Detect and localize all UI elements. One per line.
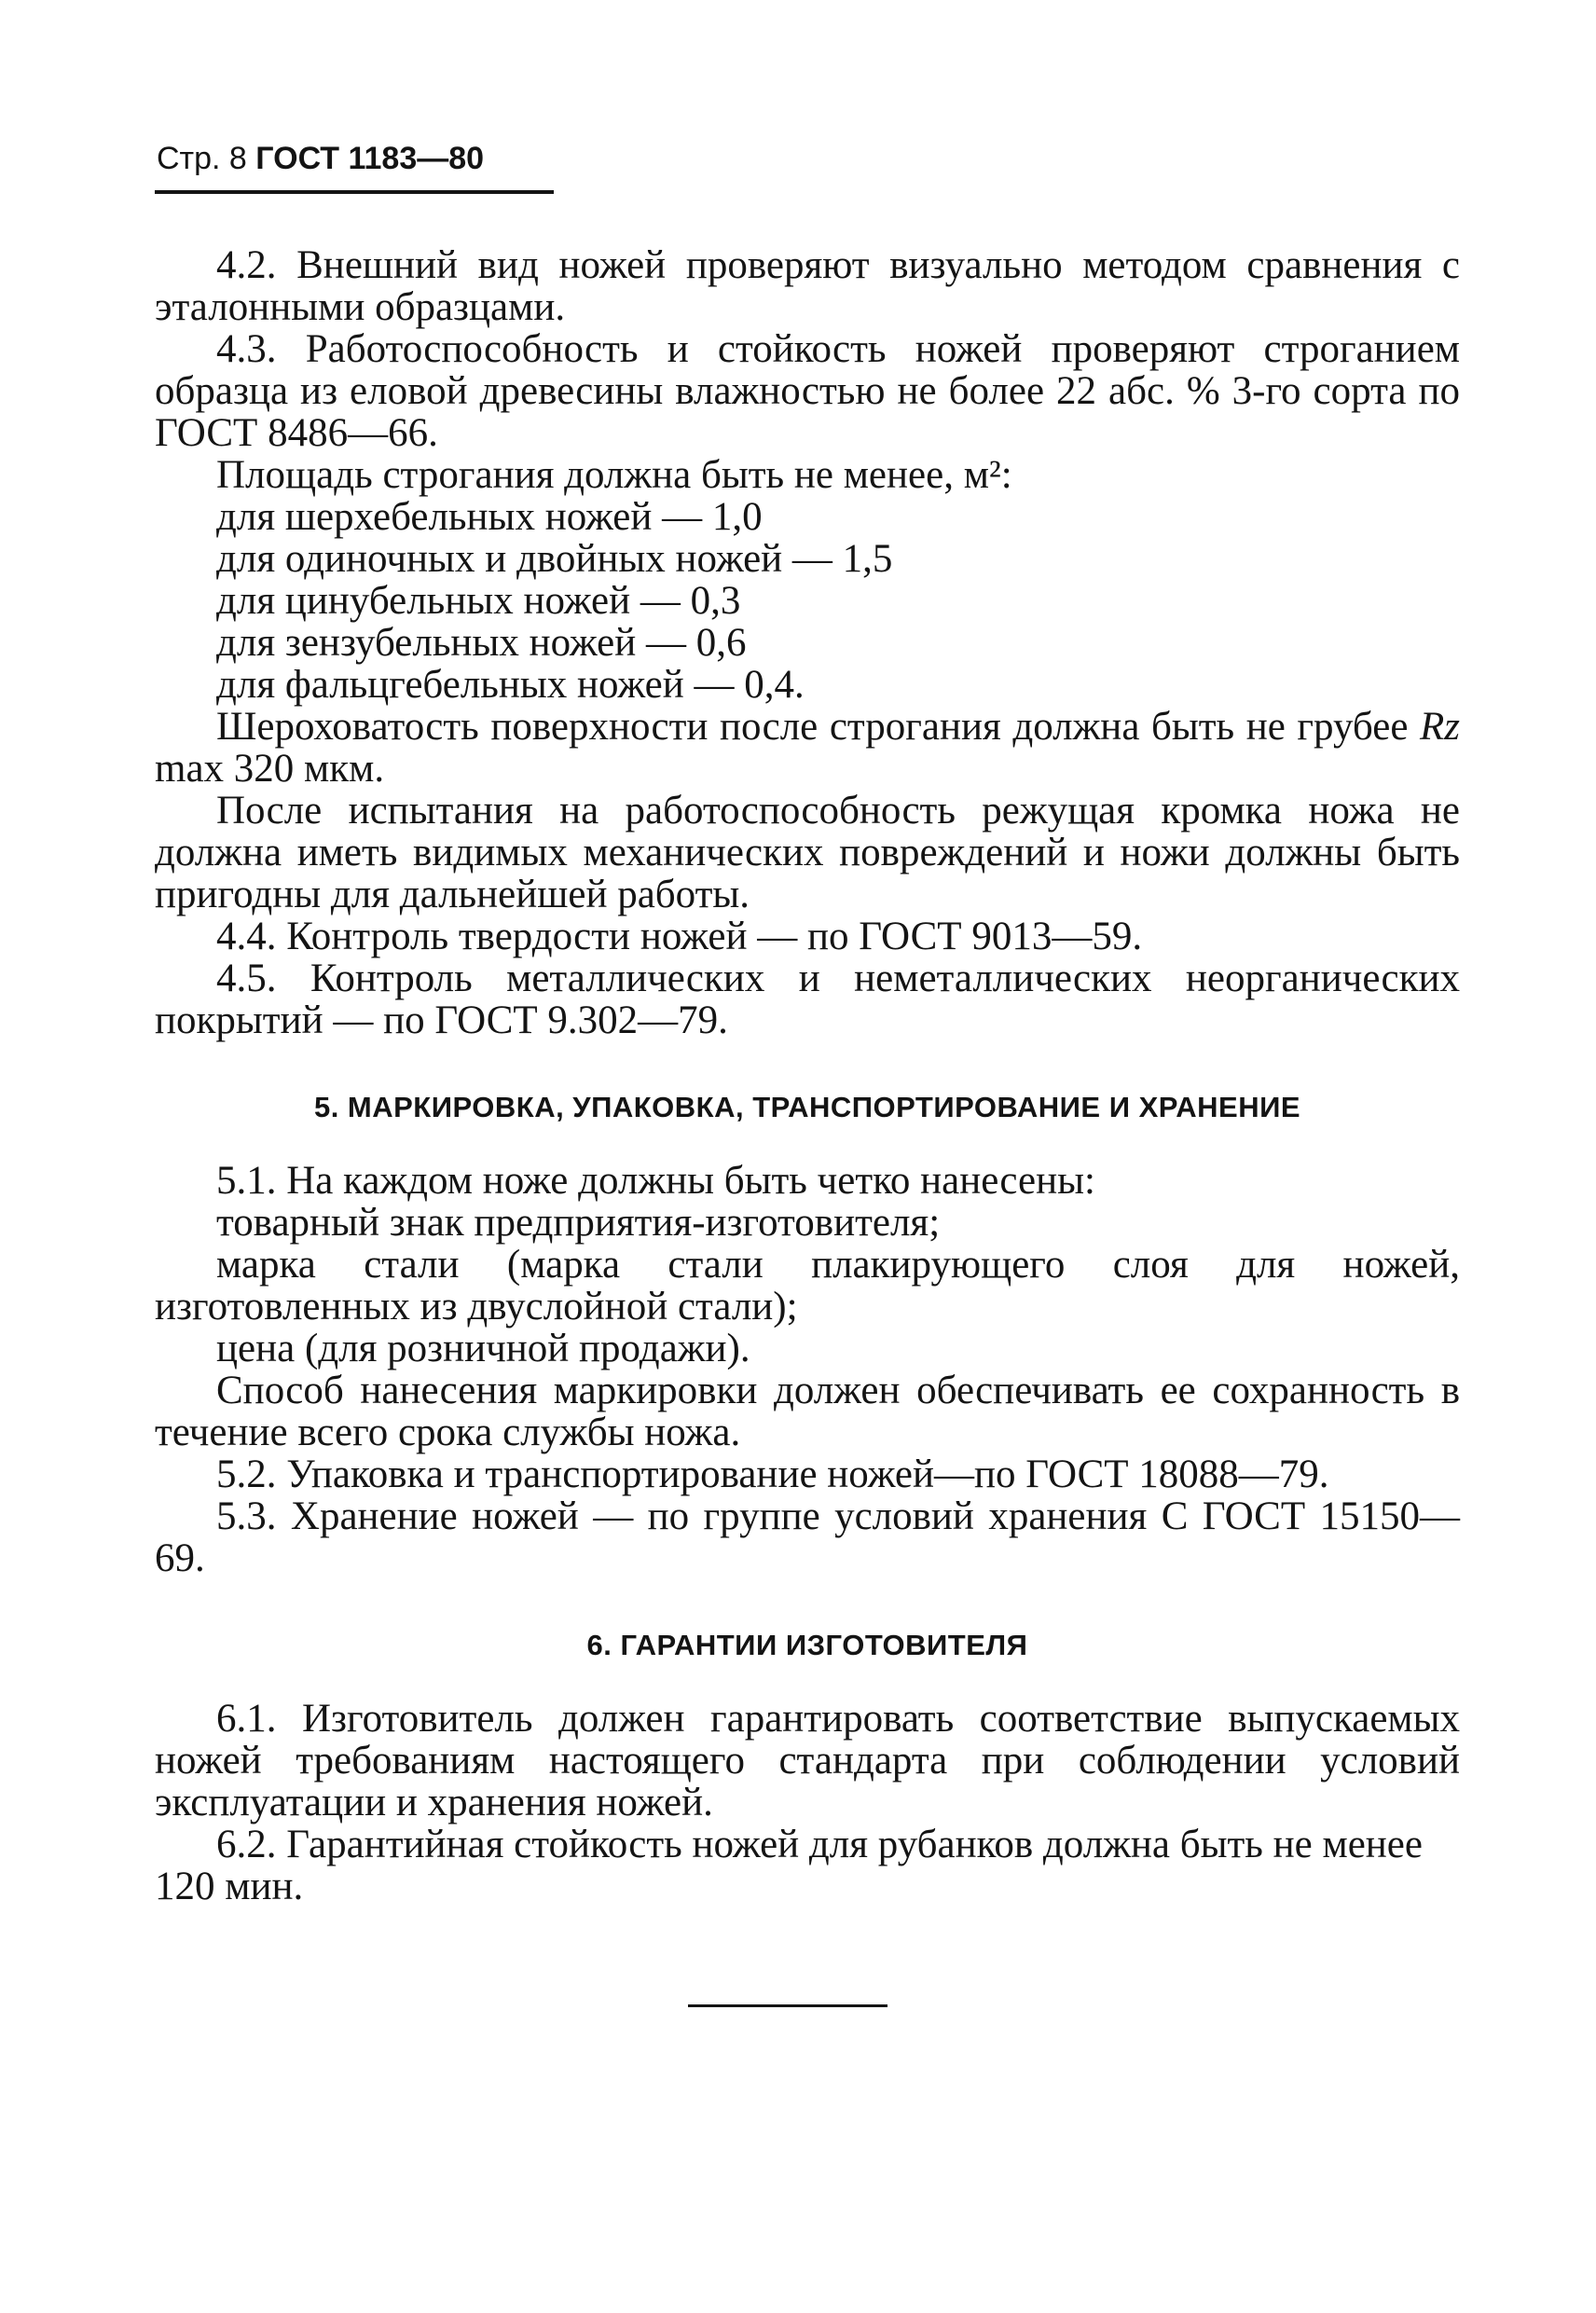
page-number: Стр. 8 — [157, 141, 247, 176]
clause-6-2: 6.2. Гарантийная стойкость ножей для рубанков должна быть не менее 120 мин. — [155, 1823, 1423, 1908]
clause-4-5: 4.5. Контроль металлических и неметаллических неорганических покрытий — по ГОСТ 9.302—79. — [155, 957, 1460, 1042]
planing-area-item: для шерхебельных ножей — 1,0 — [216, 495, 763, 539]
marking-item: марка стали (марка стали плакирующего слоя для ножей, изготовленных из двуслойной стали); — [155, 1243, 1460, 1329]
page-header — [157, 140, 484, 177]
section-5-heading: 5. МАРКИРОВКА, УПАКОВКА, ТРАНСПОРТИРОВАНИЕ И ХРАНЕНИЕ — [313, 1091, 1301, 1123]
clause-4-2: 4.2. Внешний вид ножей проверяют визуально методом сравнения с эталонными образцами. — [155, 243, 1460, 329]
clause-5-3: 5.3. Хранение ножей — по группе условий хранения С ГОСТ 15150—69. — [155, 1494, 1460, 1580]
after-test-paragraph: После испытания на работоспособность режущая кромка ножа не должна иметь видимых механических повреждений и ножи должны быть пригодны для дальнейшей работы. — [155, 789, 1460, 916]
header-rule — [155, 190, 554, 194]
planing-area-item: для зензубельных ножей — 0,6 — [216, 621, 747, 665]
clause-5-1: 5.1. На каждом ноже должны быть четко нанесены: — [216, 1159, 1095, 1203]
clause-4-4: 4.4. Контроль твердости ножей — по ГОСТ 9013—59. — [216, 915, 1143, 958]
planing-area-intro: Площадь строгания должна быть не менее, м²: — [216, 453, 1012, 497]
standard-code: ГОСТ 1183—80 — [255, 141, 485, 176]
document-body — [155, 244, 1460, 1907]
planing-area-item: для фальцгебельных ножей — 0,4. — [216, 663, 805, 707]
marking-method-paragraph: Способ нанесения маркировки должен обеспечивать ее сохранность в течение всего срока службы ножа. — [155, 1369, 1460, 1454]
roughness-value: max 320 мкм. — [155, 747, 385, 791]
marking-item: цена (для розничной продажи). — [216, 1327, 750, 1370]
roughness-text: Шероховатость поверхности после строгания должна быть не грубее — [216, 705, 1420, 749]
planing-area-item: для одиночных и двойных ножей — 1,5 — [216, 537, 893, 581]
section-6-heading: 6. ГАРАНТИИ ИЗГОТОВИТЕЛЯ — [586, 1629, 1028, 1661]
clause-5-2: 5.2. Упаковка и транспортирование ножей—по ГОСТ 18088—79. — [216, 1453, 1329, 1496]
roughness-symbol: Rz — [1420, 705, 1460, 749]
roughness-paragraph — [155, 706, 1460, 790]
planing-area-item: для цинубельных ножей — 0,3 — [216, 579, 741, 623]
clause-4-3: 4.3. Работоспособность и стойкость ножей проверяют строганием образца из еловой древесины влажностью не более 22 абс. % 3-го сорта по ГОСТ 8486—66. — [155, 327, 1460, 455]
clause-6-1: 6.1. Изготовитель должен гарантировать соответствие выпускаемых ножей требованиям настоящего стандарта при соблюдении условий эксплуатации и хранения ножей. — [155, 1697, 1460, 1824]
marking-item: товарный знак предприятия-изготовителя; — [216, 1201, 941, 1245]
end-rule — [688, 2004, 887, 2007]
